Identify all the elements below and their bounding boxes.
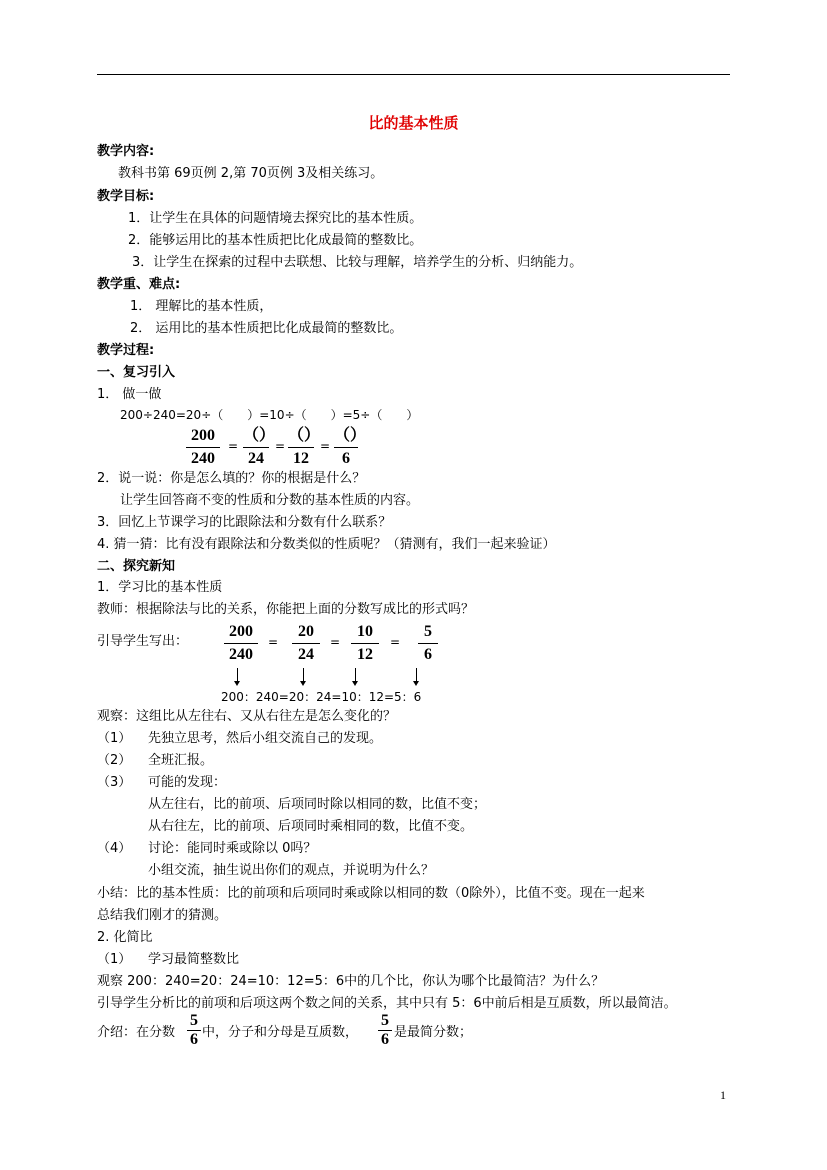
fraction: 200 240: [224, 622, 258, 665]
goals-label: 教学目标:: [97, 189, 155, 204]
fraction: （） 24: [243, 427, 276, 467]
intro-text: 介绍：在分数: [97, 1025, 176, 1040]
p1-item3: 3．回忆上节课学习的比跟除法和分数有什么联系？: [97, 515, 392, 530]
fraction: 10 12: [351, 622, 379, 665]
equals-sign: =: [275, 439, 286, 453]
page-title: 比的基本性质: [368, 114, 459, 132]
fraction: 20 24: [292, 622, 320, 665]
fraction: 5 6: [418, 622, 438, 665]
step-number: （4）: [97, 841, 132, 856]
step-number: （3）: [97, 775, 132, 790]
fraction: （） 12: [288, 427, 321, 467]
goal-item: 3．让学生在探索的过程中去联想、比较与理解，培养学生的分析、归纳能力。: [132, 255, 583, 270]
key-item: 2． 运用比的基本性质把比化成最简的整数比。: [130, 321, 403, 336]
content-text: 教科书第 69页例 2,第 70页例 3及相关练习。: [118, 166, 384, 181]
p2-observe-2: 观察 200：240=20：24=10：12=5：6中的几个比，你认为哪个比最简洁？为什么？: [97, 974, 605, 989]
down-arrow-icon: [237, 668, 238, 682]
content-label: 教学内容:: [97, 144, 155, 159]
goal-item: 1．让学生在具体的问题情境去探究比的基本性质。: [128, 211, 423, 226]
page-number: 1: [720, 1088, 726, 1102]
p2-item2: 2. 化简比: [97, 930, 153, 945]
equals-sign: =: [268, 635, 279, 649]
p1-item4: 4. 猜一猜：比有没有跟除法和分数类似的性质呢？（猜测有，我们一起来验证）: [97, 537, 556, 552]
p2-teacher: 教师：根据除法与比的关系，你能把上面的分数写成比的形式吗？: [97, 602, 475, 617]
step-number: （1）: [97, 731, 132, 746]
intro-text: 中，分子和分母是互质数，: [202, 1025, 359, 1040]
equals-sign: =: [390, 635, 401, 649]
p2-guide: 引导学生写出：: [97, 634, 189, 649]
key-label: 教学重、难点:: [97, 277, 181, 292]
header-rule: [97, 74, 730, 75]
down-arrow-icon: [303, 668, 304, 682]
fraction: 5 6: [378, 1012, 392, 1049]
goal-item: 2．能够运用比的基本性质把比化成最简的整数比。: [128, 233, 423, 248]
p1-item1: 1． 做一做: [97, 387, 162, 402]
step-text: 学习最简整数比: [148, 952, 240, 967]
p1-item2b: 让学生回答商不变的性质和分数的基本性质的内容。: [120, 493, 420, 508]
step-number: （2）: [97, 753, 132, 768]
equals-sign: =: [228, 439, 239, 453]
equals-sign: =: [330, 635, 341, 649]
fraction: （） 6: [334, 427, 367, 467]
step-text: 可能的发现：: [148, 775, 227, 790]
p1-item2: 2．说一说：你是怎么填的？你的根据是什么？: [97, 471, 366, 486]
finding-1: 从左往右，比的前项、后项同时除以相同的数，比值不变；: [148, 797, 487, 812]
down-arrow-icon: [355, 668, 356, 682]
step-text: 讨论：能同时乘或除以 0吗？: [148, 841, 317, 856]
part1-heading: 一、复习引入: [97, 365, 176, 380]
process-label: 教学过程:: [97, 343, 155, 358]
finding-2: 从右往左，比的前项、后项同时乘相同的数，比值不变。: [148, 819, 474, 834]
equals-sign: =: [320, 439, 331, 453]
fraction: 5 6: [187, 1012, 201, 1049]
fraction: 200 240: [186, 426, 220, 469]
summary-line: 总结我们刚才的猜测。: [97, 908, 228, 923]
p2-observe: 观察：这组比从左往右、又从右往左是怎么变化的？: [97, 709, 397, 724]
part2-heading: 二、探究新知: [97, 559, 176, 574]
ratio-chain: 200：240=20：24=10：12=5：6: [221, 690, 422, 704]
summary-line: 小结：比的基本性质：比的前项和后项同时乘或除以相同的数（0除外），比值不变。现在一起来: [97, 886, 645, 901]
down-arrow-icon: [416, 668, 417, 682]
p2-guide-2: 引导学生分析比的前项和后项这两个数之间的关系，其中只有 5：6中前后相是互质数，所以最简洁。: [97, 996, 677, 1011]
step-text: 小组交流，抽生说出你们的观点，并说明为什么？: [148, 863, 435, 878]
key-item: 1． 理解比的基本性质，: [130, 299, 273, 314]
intro-text: 是最简分数；: [394, 1025, 473, 1040]
step-text: 全班汇报。: [148, 753, 214, 768]
p2-item1: 1．学习比的基本性质: [97, 580, 223, 595]
division-expression: 200÷240=20÷（ ）=10÷（ ）=5÷（ ）: [120, 408, 419, 422]
step-text: 先独立思考，然后小组交流自己的发现。: [148, 731, 383, 746]
step-number: （1）: [97, 952, 132, 967]
